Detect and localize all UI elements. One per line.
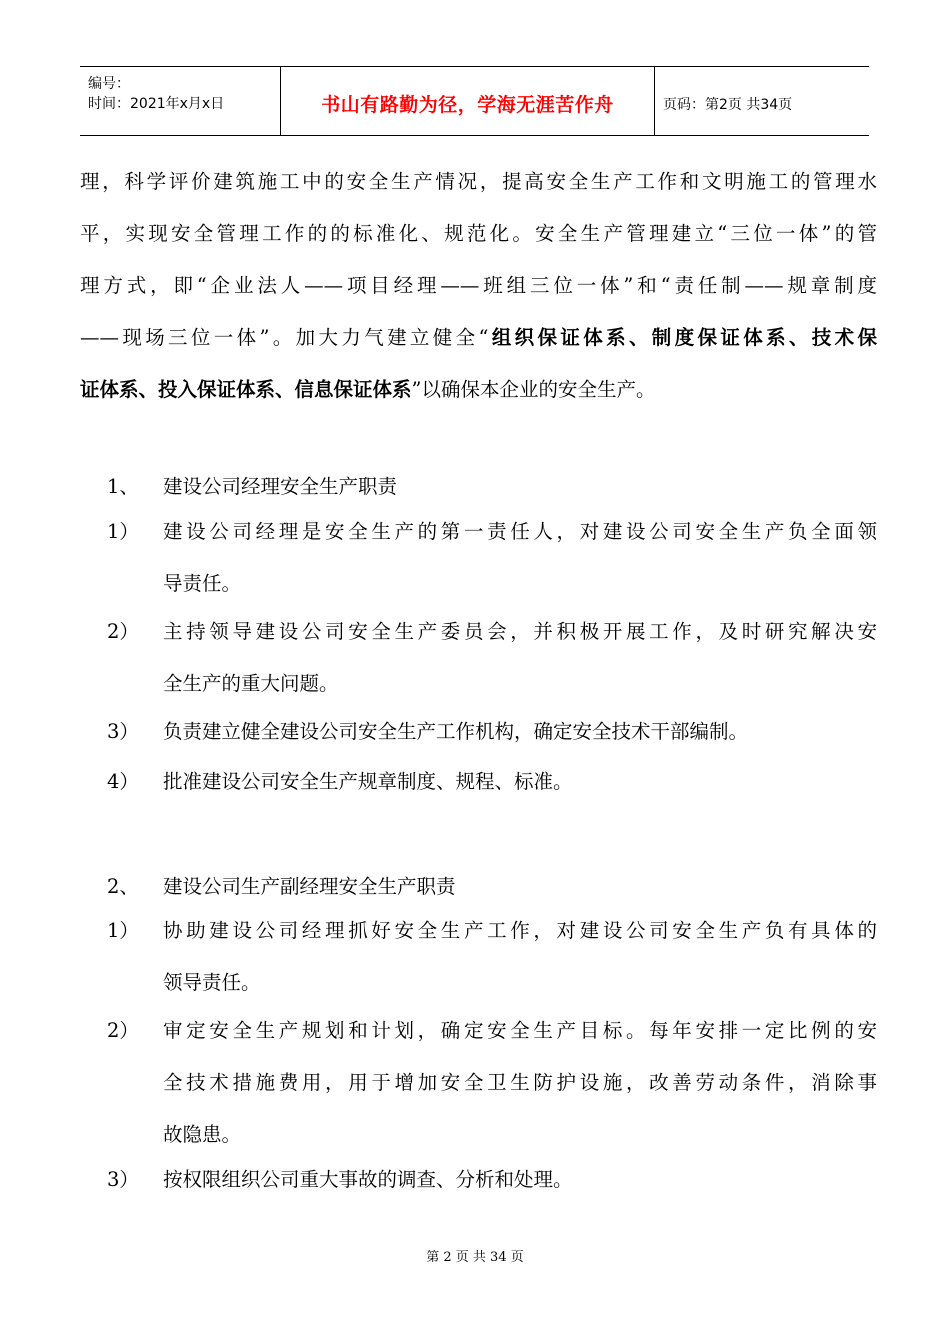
section-number: 2、 [107, 875, 139, 898]
page-footer: 第 2 页 共 34 页 [426, 1250, 524, 1265]
item-text [163, 1005, 877, 1161]
intro-line: 理方式，即“企业法人——项目经理——班组三位一体”和“责任制——规章制度 [80, 274, 877, 297]
item-line: 按权限组织公司重大事故的调查、分析和处理。 [163, 1168, 573, 1191]
item-line: 领导责任。 [163, 971, 261, 994]
intro-line: 理，科学评价建筑施工中的安全生产情况，提高安全生产工作和文明施工的管理水 [80, 170, 877, 193]
header-page-label: 页码：第2页 共34页 [663, 97, 793, 113]
intro-bold-text: 组织保证体系、制度保证体系、技术保 [488, 326, 877, 349]
item-text [163, 606, 877, 710]
item-line: 导责任。 [163, 572, 242, 595]
document-header [80, 66, 869, 136]
item-line: 协助建设公司经理抓好安全生产工作，对建设公司安全生产负有具体的 [163, 919, 877, 942]
item-number: 2） [107, 620, 139, 643]
item-line: 负责建立健全建设公司安全生产工作机构，确定安全技术干部编制。 [163, 720, 749, 743]
intro-text: ——现场三位一体”。加大力气建立健全“ [80, 326, 489, 349]
item-text [163, 506, 877, 610]
item-line: 故隐患。 [163, 1123, 242, 1146]
intro-bold-text: 证体系、投入保证体系、信息保证体系 [80, 378, 412, 401]
intro-line [80, 364, 877, 416]
motto-text: 书山有路勤为径，学海无涯苦作舟 [321, 94, 614, 116]
item-line: 建设公司经理是安全生产的第一责任人，对建设公司安全生产负全面领 [163, 520, 877, 543]
section-number: 1、 [107, 475, 139, 498]
intro-line [80, 312, 877, 364]
item-number: 3） [107, 1168, 139, 1191]
intro-line: 平，实现安全管理工作的的标准化、规范化。安全生产管理建立“三位一体”的管 [80, 222, 877, 245]
item-number: 2） [107, 1019, 139, 1042]
item-text [163, 756, 877, 808]
header-page-cell [655, 67, 869, 135]
item-number: 1） [107, 919, 139, 942]
intro-paragraph [80, 156, 877, 416]
item-text [163, 706, 877, 758]
item-line: 全生产的重大问题。 [163, 672, 339, 695]
item-line: 全技术措施费用，用于增加安全卫生防护设施，改善劳动条件，消除事 [163, 1071, 877, 1094]
intro-text: ”以确保本企业的安全生产。 [411, 378, 656, 401]
header-meta-cell [80, 67, 281, 135]
section-title: 建设公司经理安全生产职责 [163, 475, 398, 498]
section-title: 建设公司生产副经理安全生产职责 [163, 875, 456, 898]
item-line: 主持领导建设公司安全生产委员会，并积极开展工作，及时研究解决安 [163, 620, 877, 643]
serial-label: 编号： [88, 76, 130, 92]
item-number: 4） [107, 770, 139, 793]
item-number: 1） [107, 520, 139, 543]
item-line: 批准建设公司安全生产规章制度、规程、标准。 [163, 770, 573, 793]
header-motto-cell [281, 67, 655, 135]
time-label: 时间：2021年x月x日 [88, 96, 225, 112]
item-text [163, 905, 877, 1009]
item-line: 审定安全生产规划和计划，确定安全生产目标。每年安排一定比例的安 [163, 1019, 877, 1042]
item-text [163, 1154, 877, 1206]
item-number: 3） [107, 720, 139, 743]
